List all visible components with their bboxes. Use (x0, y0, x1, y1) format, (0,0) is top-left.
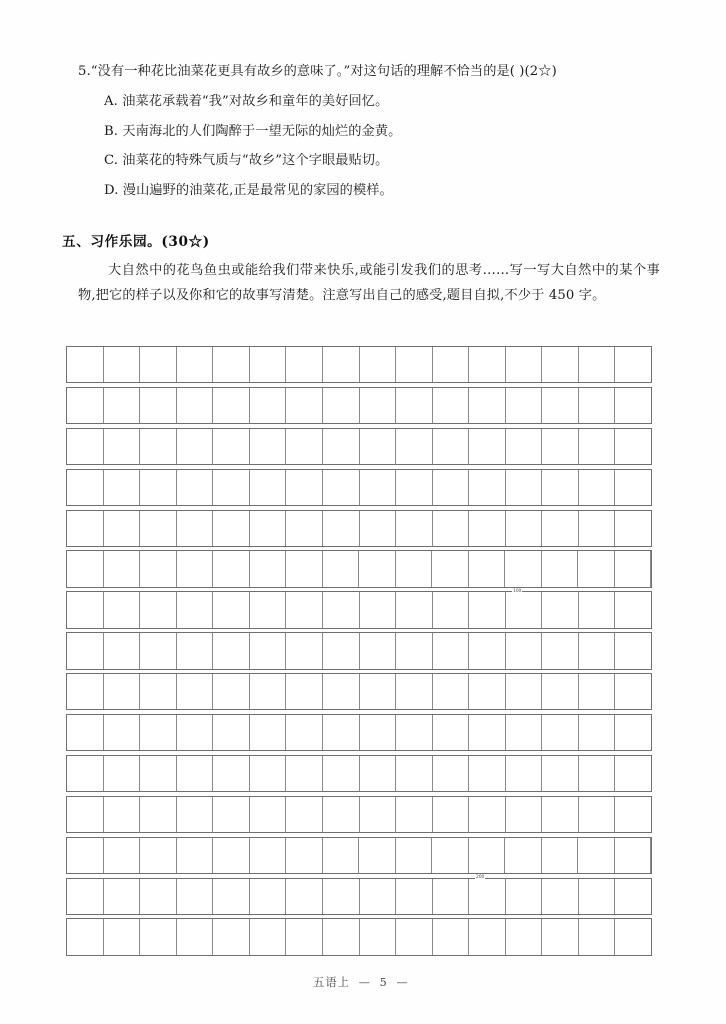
grid-cell[interactable] (360, 592, 397, 627)
grid-cell[interactable] (213, 347, 250, 382)
grid-row[interactable] (66, 632, 652, 669)
grid-cell[interactable] (396, 633, 433, 668)
grid-cell[interactable] (360, 797, 397, 832)
grid-cell[interactable] (286, 388, 323, 423)
grid-cell[interactable] (67, 838, 104, 873)
grid-cell[interactable] (542, 551, 579, 586)
grid-cell[interactable] (469, 797, 506, 832)
grid-cell[interactable] (213, 838, 250, 873)
grid-cell[interactable] (213, 592, 250, 627)
grid-cell[interactable] (506, 633, 543, 668)
grid-cell[interactable] (396, 429, 433, 464)
grid-cell[interactable] (286, 756, 323, 791)
grid-cell[interactable] (67, 592, 104, 627)
grid-cell[interactable] (67, 511, 104, 546)
grid-cell[interactable] (67, 715, 104, 750)
grid-cell[interactable] (323, 551, 360, 586)
grid-cell[interactable] (469, 347, 506, 382)
grid-cell[interactable] (323, 511, 360, 546)
grid-cell[interactable] (542, 756, 579, 791)
grid-cell[interactable] (360, 347, 397, 382)
grid-cell[interactable] (140, 470, 177, 505)
grid-cell[interactable] (250, 592, 287, 627)
grid-cell[interactable] (469, 470, 506, 505)
grid-cell[interactable] (615, 879, 651, 914)
grid-cell[interactable] (506, 674, 543, 709)
grid-cell[interactable] (359, 838, 396, 873)
grid-cell[interactable] (506, 715, 543, 750)
footer-dash-left: — (358, 976, 371, 989)
grid-cell[interactable] (213, 756, 250, 791)
grid-cell[interactable] (579, 429, 616, 464)
grid-cell[interactable] (469, 551, 506, 586)
grid-cell[interactable] (396, 592, 433, 627)
grid-cell[interactable] (615, 347, 651, 382)
grid-cell[interactable] (433, 797, 470, 832)
grid-cell[interactable] (286, 674, 323, 709)
grid-cell[interactable] (250, 879, 287, 914)
grid-cell[interactable] (615, 919, 651, 954)
grid-cell[interactable] (433, 715, 470, 750)
grid-cell[interactable] (177, 838, 214, 873)
word-count-marker: 100 (513, 588, 522, 594)
grid-cell[interactable] (542, 674, 579, 709)
grid-cell[interactable] (140, 429, 177, 464)
grid-cell[interactable] (177, 879, 214, 914)
grid-cell[interactable] (433, 756, 470, 791)
grid-cell[interactable] (469, 429, 506, 464)
grid-cell[interactable] (542, 633, 579, 668)
grid-cell[interactable] (323, 756, 360, 791)
grid-cell[interactable] (104, 919, 141, 954)
grid-cell[interactable] (433, 592, 470, 627)
grid-cell[interactable] (213, 470, 250, 505)
grid-cell[interactable] (140, 551, 177, 586)
grid-row[interactable] (66, 387, 652, 424)
word-count-marker: 200 (476, 874, 485, 880)
grid-cell[interactable] (250, 838, 287, 873)
grid-cell[interactable] (615, 551, 652, 586)
grid-cell[interactable] (104, 511, 141, 546)
grid-row[interactable] (66, 346, 652, 383)
grid-cell[interactable] (396, 388, 433, 423)
grid-cell[interactable] (140, 633, 177, 668)
grid-cell[interactable] (469, 838, 506, 873)
grid-cell[interactable] (177, 347, 214, 382)
grid-cell[interactable] (323, 797, 360, 832)
grid-cell[interactable] (286, 715, 323, 750)
grid-cell[interactable] (615, 511, 651, 546)
grid-cell[interactable] (615, 470, 651, 505)
grid-cell[interactable] (506, 347, 543, 382)
grid-cell[interactable] (250, 347, 287, 382)
grid-cell[interactable] (578, 551, 615, 586)
grid-cell[interactable] (433, 347, 470, 382)
grid-cell[interactable] (177, 592, 214, 627)
grid-cell[interactable] (177, 551, 214, 586)
grid-cell[interactable] (250, 715, 287, 750)
grid-cell[interactable] (323, 674, 360, 709)
grid-cell[interactable] (323, 838, 360, 873)
grid-cell[interactable] (505, 551, 542, 586)
grid-cell[interactable] (396, 674, 433, 709)
grid-cell[interactable] (579, 633, 616, 668)
grid-cell[interactable] (213, 388, 250, 423)
question-stem: 5.“没有一种花比油菜花更具有故乡的意味了。”对这句话的理解不恰当的是( )(2☆) (78, 64, 557, 79)
grid-cell[interactable] (250, 797, 287, 832)
grid-cell[interactable] (67, 756, 104, 791)
grid-cell[interactable] (433, 470, 470, 505)
grid-cell[interactable] (360, 674, 397, 709)
grid-cell[interactable] (67, 633, 104, 668)
grid-cell[interactable] (542, 347, 579, 382)
footer-page-number: 5 (379, 976, 388, 989)
grid-row[interactable] (66, 510, 652, 547)
grid-cell[interactable] (104, 633, 141, 668)
option-b[interactable]: B. 天南海北的人们陶醉于一望无际的灿烂的金黄。 (104, 123, 402, 139)
grid-cell[interactable] (104, 715, 141, 750)
grid-cell[interactable] (323, 919, 360, 954)
grid-cell[interactable] (67, 797, 104, 832)
grid-cell[interactable] (360, 429, 397, 464)
grid-cell[interactable] (396, 551, 433, 586)
grid-cell[interactable] (506, 756, 543, 791)
grid-cell[interactable] (542, 919, 579, 954)
grid-cell[interactable] (67, 429, 104, 464)
grid-cell[interactable] (140, 756, 177, 791)
grid-cell[interactable] (579, 592, 616, 627)
grid-cell[interactable] (140, 674, 177, 709)
grid-cell[interactable] (360, 633, 397, 668)
grid-cell[interactable] (542, 592, 579, 627)
grid-cell[interactable] (250, 388, 287, 423)
grid-cell[interactable] (286, 470, 323, 505)
grid-cell[interactable] (360, 879, 397, 914)
grid-cell[interactable] (396, 838, 433, 873)
grid-cell[interactable] (396, 470, 433, 505)
grid-cell[interactable] (213, 633, 250, 668)
grid-cell[interactable] (140, 797, 177, 832)
grid-cell[interactable] (104, 756, 141, 791)
grid-row[interactable] (66, 837, 652, 880)
grid-cell[interactable] (286, 511, 323, 546)
grid-cell[interactable] (140, 715, 177, 750)
grid-cell[interactable] (579, 879, 616, 914)
grid-cell[interactable] (140, 347, 177, 382)
grid-cell[interactable] (104, 674, 141, 709)
grid-cell[interactable] (360, 511, 397, 546)
grid-cell[interactable] (250, 674, 287, 709)
grid-row[interactable] (66, 796, 652, 833)
grid-cell[interactable] (506, 879, 543, 914)
grid-cell[interactable] (396, 511, 433, 546)
grid-row[interactable] (66, 469, 652, 506)
grid-cell[interactable] (469, 715, 506, 750)
grid-cell[interactable] (67, 919, 104, 954)
grid-cell[interactable] (396, 919, 433, 954)
grid-cell[interactable] (323, 347, 360, 382)
grid-row[interactable] (66, 673, 652, 710)
grid-cell[interactable] (469, 633, 506, 668)
grid-cell[interactable] (323, 633, 360, 668)
grid-cell[interactable] (396, 756, 433, 791)
grid-cell[interactable] (213, 551, 250, 586)
writing-grid[interactable] (66, 346, 652, 959)
grid-cell[interactable] (323, 470, 360, 505)
grid-cell[interactable] (104, 551, 141, 586)
grid-cell[interactable] (286, 347, 323, 382)
grid-cell[interactable] (250, 429, 287, 464)
grid-cell[interactable] (396, 715, 433, 750)
grid-cell[interactable] (140, 919, 177, 954)
grid-cell[interactable] (323, 715, 360, 750)
grid-cell[interactable] (140, 388, 177, 423)
grid-row[interactable] (66, 588, 652, 628)
grid-cell[interactable] (542, 879, 579, 914)
grid-cell[interactable] (432, 838, 469, 873)
grid-cell[interactable] (615, 633, 651, 668)
grid-cell[interactable] (213, 919, 250, 954)
grid-cell[interactable] (433, 919, 470, 954)
grid-cell[interactable] (433, 429, 470, 464)
grid-cell[interactable] (615, 838, 652, 873)
grid-cell[interactable] (542, 715, 579, 750)
grid-cell[interactable] (67, 388, 104, 423)
grid-cell[interactable] (506, 429, 543, 464)
grid-cell[interactable] (104, 797, 141, 832)
grid-cell[interactable] (323, 388, 360, 423)
grid-cell[interactable] (579, 511, 616, 546)
grid-cell[interactable] (104, 592, 141, 627)
grid-cell[interactable] (469, 511, 506, 546)
grid-cell[interactable] (615, 797, 651, 832)
grid-cell[interactable] (104, 470, 141, 505)
grid-cell[interactable] (286, 797, 323, 832)
grid-cell[interactable] (505, 838, 542, 873)
grid-cell[interactable] (250, 633, 287, 668)
grid-cell[interactable] (177, 919, 214, 954)
grid-cell[interactable] (67, 674, 104, 709)
grid-cell[interactable] (615, 592, 651, 627)
grid-cell[interactable] (542, 470, 579, 505)
composition-prompt: 大自然中的花鸟鱼虫或能给我们带来快乐,或能引发我们的思考……写一写大自然中的某个事物,把它的样子以及你和它的故事写清楚。注意写出自己的感受,题目自拟,不少于 450 字。 (78, 263, 660, 304)
grid-cell[interactable] (579, 756, 616, 791)
grid-cell[interactable] (360, 388, 397, 423)
grid-cell[interactable] (213, 429, 250, 464)
grid-cell[interactable] (615, 388, 651, 423)
grid-cell[interactable] (67, 551, 104, 586)
grid-cell[interactable] (286, 838, 323, 873)
grid-row[interactable] (66, 428, 652, 465)
grid-cell[interactable] (396, 347, 433, 382)
grid-cell[interactable] (286, 879, 323, 914)
question-block (78, 62, 678, 201)
grid-cell[interactable] (177, 756, 214, 791)
grid-cell[interactable] (578, 838, 615, 873)
grid-cell[interactable] (250, 551, 287, 586)
grid-cell[interactable] (469, 919, 506, 954)
grid-cell[interactable] (140, 511, 177, 546)
grid-cell[interactable] (359, 551, 396, 586)
grid-cell[interactable] (579, 347, 616, 382)
option-c[interactable]: C. 油菜花的特殊气质与“故乡”这个字眼最贴切。 (104, 153, 389, 169)
grid-cell[interactable] (250, 470, 287, 505)
grid-cell[interactable] (360, 756, 397, 791)
grid-cell[interactable] (615, 429, 651, 464)
grid-cell[interactable] (579, 470, 616, 505)
grid-cell[interactable] (104, 838, 141, 873)
grid-cell[interactable] (140, 592, 177, 627)
grid-cell[interactable] (579, 388, 616, 423)
grid-cell[interactable] (579, 715, 616, 750)
grid-cell[interactable] (542, 511, 579, 546)
grid-cell[interactable] (140, 838, 177, 873)
grid-cell[interactable] (286, 919, 323, 954)
grid-cell[interactable] (506, 388, 543, 423)
grid-cell[interactable] (177, 470, 214, 505)
grid-cell[interactable] (615, 674, 651, 709)
grid-cell[interactable] (213, 715, 250, 750)
grid-cell[interactable] (67, 879, 104, 914)
grid-cell[interactable] (433, 879, 470, 914)
grid-cell[interactable] (177, 429, 214, 464)
grid-cell[interactable] (177, 715, 214, 750)
question-options (78, 92, 678, 201)
grid-row[interactable] (66, 755, 652, 792)
grid-cell[interactable] (579, 674, 616, 709)
grid-cell[interactable] (396, 879, 433, 914)
grid-cell[interactable] (323, 879, 360, 914)
grid-cell[interactable] (469, 879, 506, 914)
grid-cell[interactable] (250, 919, 287, 954)
grid-cell[interactable] (286, 592, 323, 627)
grid-cell[interactable] (432, 551, 469, 586)
grid-cell[interactable] (213, 879, 250, 914)
grid-cell[interactable] (323, 592, 360, 627)
grid-cell[interactable] (213, 511, 250, 546)
grid-row[interactable] (66, 918, 652, 955)
grid-cell[interactable] (542, 429, 579, 464)
grid-cell[interactable] (433, 388, 470, 423)
grid-cell[interactable] (250, 756, 287, 791)
grid-cell[interactable] (286, 551, 323, 586)
grid-cell[interactable] (213, 797, 250, 832)
grid-cell[interactable] (433, 511, 470, 546)
option-d[interactable]: D. 漫山遍野的油菜花,正是最常见的家园的模样。 (104, 182, 393, 198)
grid-cell[interactable] (323, 429, 360, 464)
grid-cell[interactable] (213, 674, 250, 709)
grid-cell[interactable] (67, 347, 104, 382)
grid-cell[interactable] (615, 756, 651, 791)
grid-cell[interactable] (177, 633, 214, 668)
grid-cell[interactable] (506, 470, 543, 505)
grid-cell[interactable] (286, 633, 323, 668)
page-footer (0, 974, 726, 990)
grid-cell[interactable] (469, 592, 506, 627)
grid-cell[interactable] (104, 347, 141, 382)
grid-cell[interactable] (542, 388, 579, 423)
grid-cell[interactable] (177, 388, 214, 423)
grid-cell[interactable] (286, 429, 323, 464)
grid-cell[interactable] (469, 756, 506, 791)
grid-cell[interactable] (542, 797, 579, 832)
footer-dash-right: — (396, 976, 409, 989)
grid-cell[interactable] (67, 470, 104, 505)
grid-cell[interactable] (396, 797, 433, 832)
grid-cell[interactable] (177, 674, 214, 709)
grid-row[interactable] (66, 550, 652, 594)
grid-cell[interactable] (250, 511, 287, 546)
section-heading: 五、习作乐园。(30☆) (62, 234, 210, 250)
grid-cell[interactable] (140, 879, 177, 914)
grid-cell[interactable] (433, 674, 470, 709)
grid-cell[interactable] (104, 388, 141, 423)
grid-cell[interactable] (506, 797, 543, 832)
grid-cell[interactable] (506, 919, 543, 954)
grid-cell[interactable] (104, 429, 141, 464)
footer-subject-code: 五语上 (313, 976, 351, 989)
grid-cell[interactable] (579, 919, 616, 954)
grid-cell[interactable] (506, 511, 543, 546)
grid-cell[interactable] (177, 797, 214, 832)
grid-cell[interactable] (360, 715, 397, 750)
option-a[interactable]: A. 油菜花承载着“我”对故乡和童年的美好回忆。 (104, 93, 389, 109)
grid-cell[interactable] (542, 838, 579, 873)
grid-cell[interactable] (469, 388, 506, 423)
grid-row[interactable] (66, 714, 652, 751)
grid-cell[interactable] (104, 879, 141, 914)
grid-cell[interactable] (469, 674, 506, 709)
grid-cell[interactable] (360, 470, 397, 505)
grid-cell[interactable] (360, 919, 397, 954)
grid-cell[interactable] (177, 511, 214, 546)
grid-cell[interactable] (615, 715, 651, 750)
grid-cell[interactable] (433, 633, 470, 668)
grid-cell[interactable] (579, 797, 616, 832)
